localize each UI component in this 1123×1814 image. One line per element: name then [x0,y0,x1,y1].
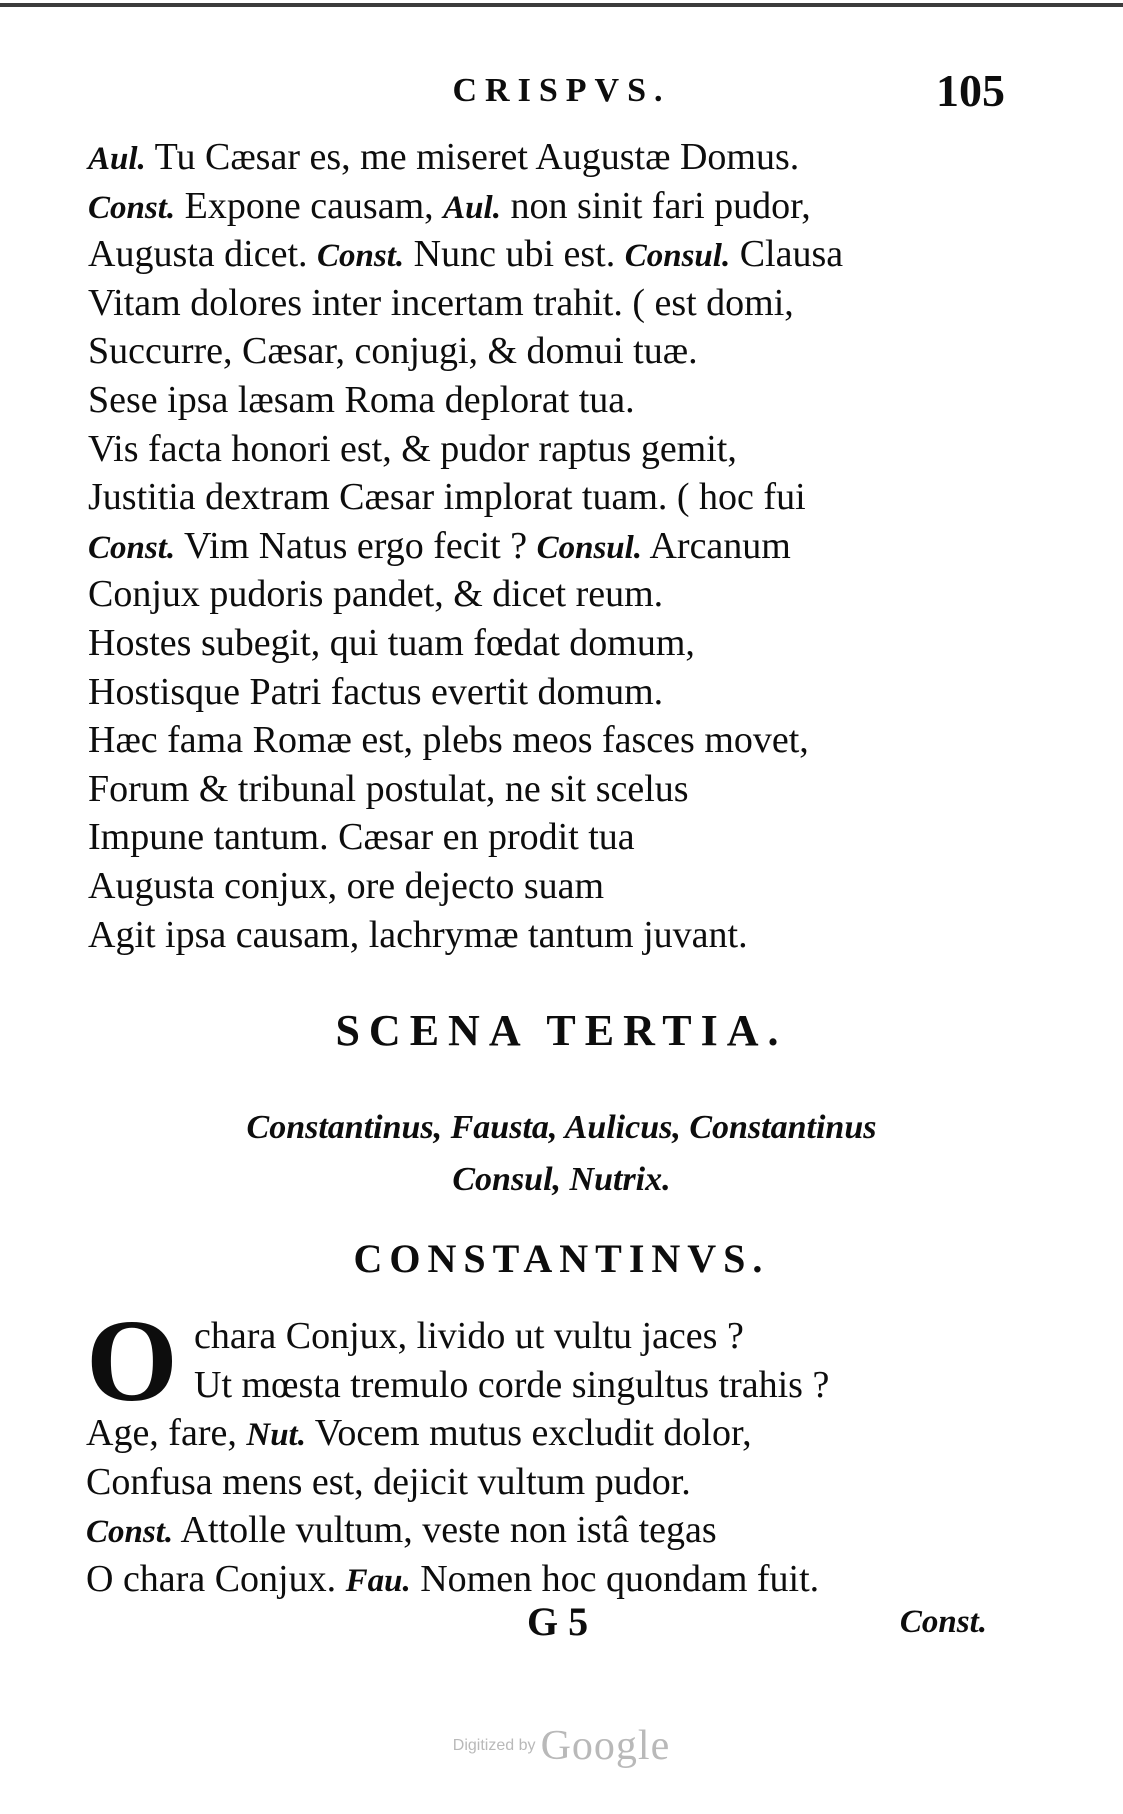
verse-block [88,133,1018,959]
drop-cap: O [86,1295,178,1426]
signature-mark: G 5 [527,1599,589,1644]
verse-line [86,1409,1026,1458]
verse-line [88,230,1018,279]
top-border-rule [0,0,1123,14]
verse-text: Conjux pudoris pandet, & dicet reum. [88,573,664,616]
watermark-logo: Google [540,1723,671,1769]
verse-text: Justitia dextram Cæsar implorat tuam. ( hoc fui [88,476,806,519]
verse-text: Forum & tribunal postulat, ne sit scelus [88,767,689,810]
verse-text: Vim Natus ergo fecit ? [175,524,537,567]
verse-text: Vocem mutus excludit dolor, [305,1412,752,1455]
verse-text: Hostes subegit, qui tuam fœdat domum, [88,621,695,664]
verse-text: Sese ipsa læsam Roma deplorat tua. [88,378,635,421]
verse-text: Impune tantum. Cæsar en prodit tua [88,816,635,859]
personae-line-1: Constantinus, Fausta, Aulicus, Constantinus [246,1109,877,1146]
speaker-abbreviation: Aul. [88,141,146,177]
verse-text: Hæc fama Romæ est, plebs meos fasces movet, [88,719,809,762]
verse-line [88,911,1018,960]
verse-text: Hostisque Patri factus evertit domum. [88,670,664,713]
verse-text: non sinit fari pudor, [500,184,811,227]
verse-line [88,765,1018,814]
dramatis-personae [0,1102,1123,1206]
verse-text: Nunc ubi est. [404,233,625,276]
verse-line [86,1458,1026,1507]
verse-text: Ut mœsta tremulo corde singultus trahis ? [194,1363,830,1406]
verse-line [88,716,1018,765]
verse-text: Attolle vultum, veste non istâ tegas [173,1509,717,1552]
scene-heading: SCENA TERTIA. [335,1006,788,1055]
running-head [0,66,1123,116]
verse-line [88,473,1018,522]
verse-text: Age, fare, [86,1412,247,1455]
verse-text: Vitam dolores inter incertam trahit. ( est domi, [88,281,794,324]
verse-line [88,862,1018,911]
verse-text: O chara Conjux. [86,1557,346,1600]
verse-text: Succurre, Cæsar, conjugi, & domui tuæ. [88,330,698,373]
speech-block [86,1295,1026,1604]
verse-text: Expone causam, [175,184,444,227]
verse-text: Clausa [730,233,844,276]
verse-text: Nomen hoc quondam fuit. [410,1557,820,1600]
verse-line [88,133,1018,182]
verse-line [88,182,1018,231]
verse-line [88,327,1018,376]
speaker-heading: CONSTANTINVS. [353,1236,770,1281]
verse-line [88,522,1018,571]
verse-line [86,1555,1026,1604]
verse-text: Tu Cæsar es, me miseret Augustæ Domus. [145,136,800,178]
speaker-abbreviation: Nut. [246,1417,306,1454]
speaker-abbreviation: Consul. [624,238,731,275]
verse-text: Augusta dicet. [88,233,318,276]
catchword: Const. [899,1604,987,1640]
verse-line [88,425,1018,474]
verse-text: Agit ipsa causam, lachrymæ tantum juvant. [88,913,748,956]
verse-line [88,813,1018,862]
speaker-abbreviation: Consul. [536,529,643,566]
verse-line [86,1361,1026,1410]
watermark-prefix: Digitized by [452,1737,536,1754]
speaker-abbreviation: Fau. [345,1562,411,1599]
verse-line [88,376,1018,425]
page-number: 105 [936,65,1005,116]
speaker-abbreviation: Const. [317,238,405,275]
verse-text: Vis facta honori est, & pudor raptus gemit, [88,427,737,470]
verse-line [86,1506,1026,1555]
verse-line [88,279,1018,328]
speaker-abbreviation: Aul. [443,189,501,226]
verse-line [88,668,1018,717]
verse-text: Confusa mens est, dejicit vultum pudor. [86,1460,691,1503]
verse-text: Arcanum [642,524,791,567]
speaker-abbreviation: Const. [88,529,176,566]
running-title: CRISPVS. [452,72,671,109]
verse-line [88,570,1018,619]
personae-line-2: Consul, Nutrix. [452,1161,671,1198]
verse-text: Augusta conjux, ore dejecto suam [88,864,605,907]
verse-text: chara Conjux, livido ut vultu jaces ? [194,1315,744,1357]
speaker-abbreviation: Const. [88,189,176,226]
verse-line [88,619,1018,668]
speaker-abbreviation: Const. [86,1514,174,1551]
verse-line [86,1312,1026,1361]
digitization-watermark [0,1722,1123,1770]
